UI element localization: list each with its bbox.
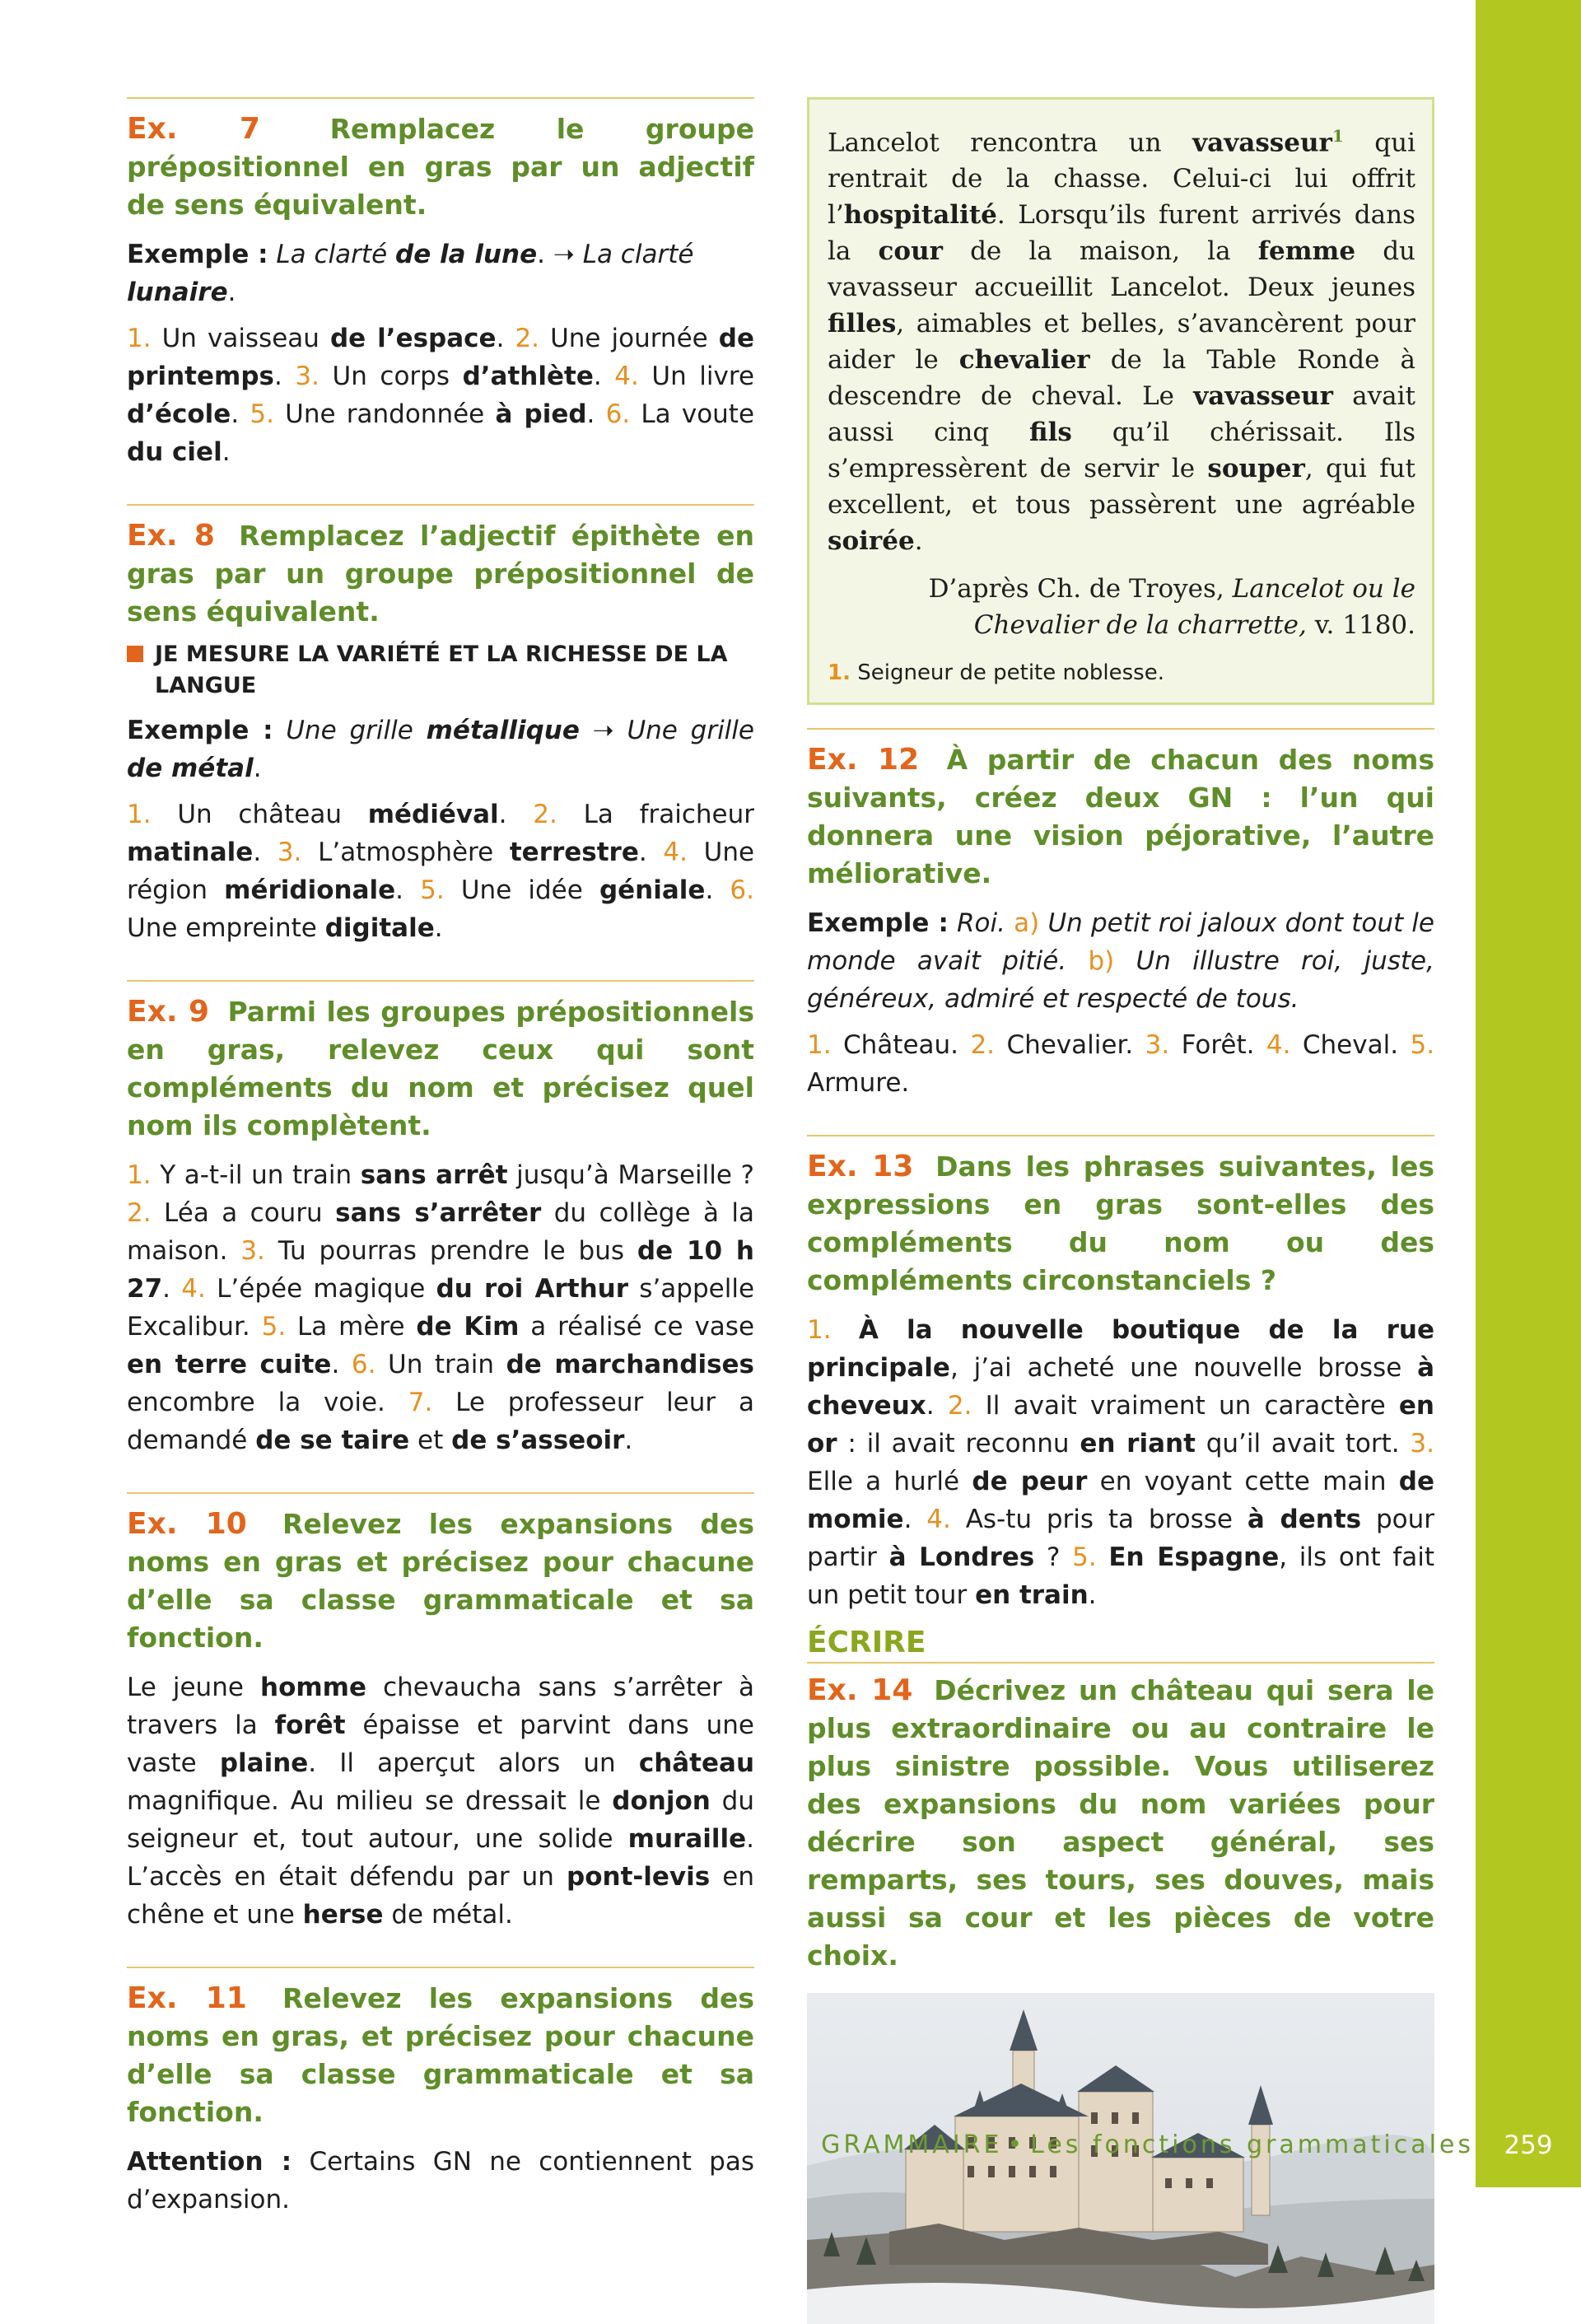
exercise-instruction: Ex. 13 Dans les phrases suivantes, les expressions en gras sont-elles des compléments du nom ou des compléments circonstanciels ? bbox=[807, 1150, 1434, 1297]
exercise-number: Ex. 10 bbox=[127, 1507, 247, 1541]
page-number: 259 bbox=[1504, 2130, 1553, 2160]
item-list: 1. Château. 2. Chevalier. 3. Forêt. 4. Cheval. 5. Armure. bbox=[807, 1030, 1435, 1099]
exercise-13 bbox=[807, 1148, 1434, 1614]
square-bullet-icon bbox=[127, 646, 143, 662]
exercise-8 bbox=[127, 517, 754, 947]
page-footer bbox=[807, 2126, 1474, 2164]
excerpt-text: Lancelot rencontra un vavasseur$^1$ qui rentrait de la chasse. Celui-ci lui offrit l’hospitalité. Lorsqu’ils furent arrivés dans la cour de la maison, la femme du vavasseur accueillit Lancelot. Deux jeunes filles, aimables et belles, s’avancèrent pour aider le chevalier de la Table Ronde à descendre de cheval. Le vavasseur avait aussi cinq fils qu’il chérissait. Ils s’empressèrent de servir le souper, qui fut excellent, et tous passèrent une agréable soirée. bbox=[828, 126, 1416, 557]
divider bbox=[127, 1492, 754, 1494]
exercise-number: Ex. 8 bbox=[127, 519, 215, 553]
exercise-number: Ex. 12 bbox=[807, 743, 920, 777]
exercise-12 bbox=[807, 741, 1434, 1102]
item-list: 1. Un vaisseau de l’espace. 2. Une journée de printemps. 3. Un corps d’athlète. 4. Un livre d’école. 5. Une randonnée à pied. 6. La voute du ciel. bbox=[127, 324, 755, 467]
exercise-number: Ex. 7 bbox=[127, 112, 261, 146]
exercise-11 bbox=[127, 1980, 754, 2219]
section-title: ÉCRIRE bbox=[807, 1624, 1434, 1664]
footer-separator: • bbox=[1007, 2130, 1026, 2159]
example-line: Exemple : La clarté de la lune. ➝ La clarté lunaire. bbox=[127, 240, 694, 307]
divider bbox=[807, 728, 1434, 730]
exercise-number: Ex. 9 bbox=[127, 995, 210, 1029]
exercise-instruction: Ex. 11 Relevez les expansions des noms en gras, et précisez pour chacune d’elle sa classe grammaticale et sa fonction. bbox=[127, 1981, 754, 2128]
excerpt-source: D’après Ch. de Troyes, Lancelot ou le Chevalier de la charrette, v. 1180. bbox=[928, 574, 1415, 641]
literary-excerpt-box bbox=[807, 97, 1434, 705]
left-column bbox=[127, 97, 754, 2252]
green-sidebar bbox=[1476, 0, 1581, 2187]
footnote: 1. Seigneur de petite noblesse. bbox=[828, 660, 1164, 686]
item-list: 1. À la nouvelle boutique de la rue principale, j’ai acheté une nouvelle brosse à cheveux. 2. Il avait vraiment un caractère en or : il avait reconnu en riant qu’il avait tort. 3. Elle a hurlé de peur en voyant cette main de momie. 4. As-tu pris ta brosse à dents pour partir à Londres ? 5. En Espagne, ils ont fait un petit tour en train. bbox=[807, 1315, 1435, 1611]
footer-subject: GRAMMAIRE bbox=[821, 2130, 1003, 2159]
exercise-7 bbox=[127, 110, 754, 471]
exercise-instruction: Ex. 7 Remplacez le groupe prépositionnel en gras par un adjectif de sens équivalent. bbox=[127, 112, 754, 221]
exercise-text: Le jeune homme chevaucha sans s’arrêter à travers la forêt épaisse et parvint dans une vaste plaine. Il aperçut alors un château magnifique. Au milieu se dressait le donjon du seigneur et, tout autour, une solide muraille. L’accès en était défendu par un pont-levis en chêne et une herse de métal. bbox=[127, 1673, 755, 1930]
exercise-instruction: Ex. 12 À partir de chacun des noms suivants, créez deux GN : l’un qui donnera une vision péjorative, l’autre méliorative. bbox=[807, 743, 1434, 890]
exercise-instruction: Ex. 14 Décrivez un château qui sera le plus extraordinaire ou au contraire le plus sinistre possible. Vous utiliserez des expansions du nom variées pour décrire son aspect général, ses remparts, ses tours, ses douves, mais aussi sa cour et les pièces de votre choix. bbox=[807, 1673, 1434, 1972]
item-list: 1. Y a-t-il un train sans arrêt jusqu’à Marseille ? 2. Léa a couru sans s’arrêter du collège à la maison. 3. Tu pourras prendre le bus de 10 h 27. 4. L’épée magique du roi Arthur s’appelle Excalibur. 5. La mère de Kim a réalisé ce vase en terre cuite. 6. Un train de marchandises encombre la voie. 7. Le professeur leur a demandé de se taire et de s’asseoir. bbox=[127, 1160, 755, 1455]
example-line: Exemple : Roi. a) Un petit roi jaloux dont tout le monde avait pitié. b) Un illustre roi, juste, généreux, admiré et respecté de tous. bbox=[807, 908, 1434, 1015]
exercise-10 bbox=[127, 1505, 754, 1934]
attention-note: Attention : Certains GN ne contiennent pas d’expansion. bbox=[127, 2147, 754, 2214]
exercise-9 bbox=[127, 993, 754, 1459]
example-line: Exemple : Une grille métallique ➝ Une grille de métal. bbox=[127, 716, 754, 783]
footer-chapter: Les fonctions grammaticales bbox=[1030, 2130, 1474, 2159]
divider bbox=[127, 1967, 754, 1968]
exercise-instruction: Ex. 10 Relevez les expansions des noms en gras et précisez pour chacune d’elle sa classe grammaticale et sa fonction. bbox=[127, 1507, 754, 1654]
divider bbox=[127, 97, 754, 99]
divider bbox=[127, 504, 754, 506]
exercise-instruction: Ex. 8 Remplacez l’adjectif épithète en gras par un groupe prépositionnel de sens équivalent. bbox=[127, 519, 754, 628]
exercise-number: Ex. 11 bbox=[127, 1981, 247, 2015]
skill-subtitle: JE MESURE LA VARIÉTÉ ET LA RICHESSE DE LA LANGUE bbox=[127, 639, 754, 702]
exercise-14 bbox=[807, 1672, 1434, 1975]
item-list: 1. Un château médiéval. 2. La fraicheur matinale. 3. L’atmosphère terrestre. 4. Une région méridionale. 5. Une idée géniale. 6. Une empreinte digitale. bbox=[127, 800, 755, 943]
exercise-number: Ex. 14 bbox=[807, 1673, 913, 1708]
right-column bbox=[807, 97, 1434, 2324]
exercise-number: Ex. 13 bbox=[807, 1150, 914, 1184]
divider bbox=[807, 1135, 1434, 1136]
exercise-instruction: Ex. 9 Parmi les groupes prépositionnels en gras, relevez ceux qui sont compléments du nom et précisez quel nom ils complètent. bbox=[127, 995, 754, 1141]
divider bbox=[127, 980, 754, 982]
